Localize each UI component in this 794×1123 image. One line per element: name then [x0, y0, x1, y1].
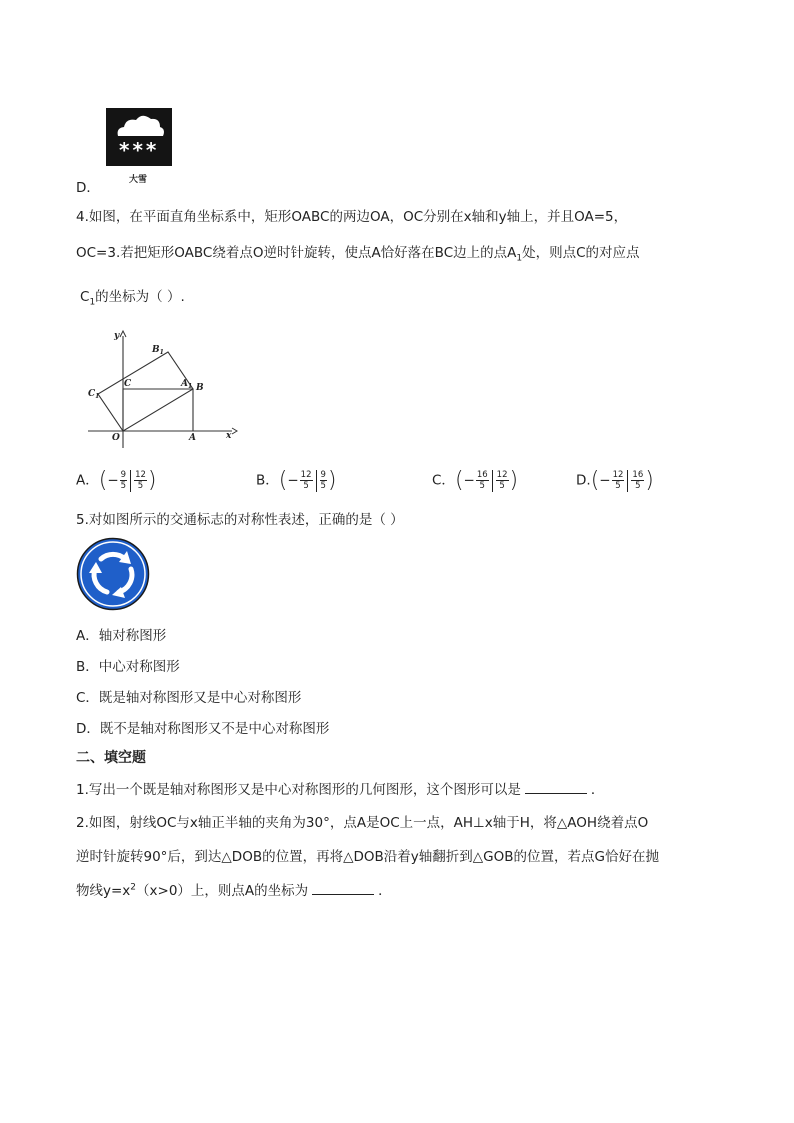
q4-option-b[interactable]: B．(− $\frac{12}{5}$ $\frac{9}{5}$ ) — [256, 468, 337, 493]
answer-blank-1[interactable] — [525, 781, 587, 794]
snow-stars: *** — [119, 138, 160, 162]
fill-question-2-line2: 逆时针旋转90°后，到达△DOB的位置，再将△DOB沿着y轴翻折到△GOB的位置，若点G恰好在抛 — [76, 849, 659, 865]
roundabout-sign-icon — [76, 537, 150, 611]
icon-caption: 大雪 — [129, 175, 148, 185]
question-4-line1: 4.如图，在平面直角坐标系中，矩形OABC的两边OA，OC分别在x轴和y轴上，并且OA=5， — [76, 209, 628, 225]
q5-option-d[interactable]: D．既不是轴对称图形又不是中心对称图形 — [76, 721, 330, 737]
q4-option-c[interactable]: C．(− $\frac{16}{5}$ $\frac{12}{5}$ ) — [432, 468, 519, 493]
option-d-label: D． — [76, 180, 100, 196]
q5-option-c[interactable]: C．既是轴对称图形又是中心对称图形 — [76, 690, 302, 706]
q4-option-a[interactable]: A．(− $\frac{9}{5}$ $\frac{12}{5}$ ) — [76, 468, 157, 493]
answer-blank-2[interactable] — [312, 882, 374, 895]
label-b1: $B_1$ — [152, 345, 164, 356]
label-a: A — [189, 433, 196, 443]
q5-option-a[interactable]: A．轴对称图形 — [76, 628, 167, 644]
label-o: O — [112, 433, 120, 443]
fill-question-2-line1: 2.如图，射线OC与x轴正半轴的夹角为30°，点A是OC上一点，AH⊥x轴于H，将△AOH绕着点O — [76, 815, 649, 831]
fill-question-2-line3: 物线$y=x^2(x>0)$上，则点A的坐标为 ． — [76, 882, 392, 899]
label-c: C — [124, 379, 132, 389]
fill-question-1: 1.写出一个既是轴对称图形又是中心对称图形的几何图形，这个图形可以是 ． — [76, 782, 605, 798]
q5-option-b[interactable]: B．中心对称图形 — [76, 659, 180, 675]
question-4-line2: OC=3.若把矩形OABC绕着点O逆时针旋转，使点A恰好落在BC边上的点$A_1$处，则点C的对应点 — [76, 245, 640, 264]
rotation-figure — [84, 328, 244, 456]
section-2-title: 二、填空题 — [76, 750, 146, 766]
label-y: y — [114, 331, 120, 341]
label-a1: $A_1$ — [181, 379, 193, 390]
question-5-stem: 5.对如图所示的交通标志的对称性表述，正确的是（ ） — [76, 512, 404, 528]
question-4-line3: $C_1$的坐标为（ ）. — [80, 289, 185, 308]
label-x: x — [226, 431, 232, 441]
label-c1: $C_1$ — [88, 389, 100, 400]
snow-icon — [106, 108, 172, 166]
q4-option-d[interactable]: D.(− $\frac{12}{5}$ $\frac{16}{5}$ ) — [576, 468, 654, 493]
label-b: B — [196, 383, 204, 393]
